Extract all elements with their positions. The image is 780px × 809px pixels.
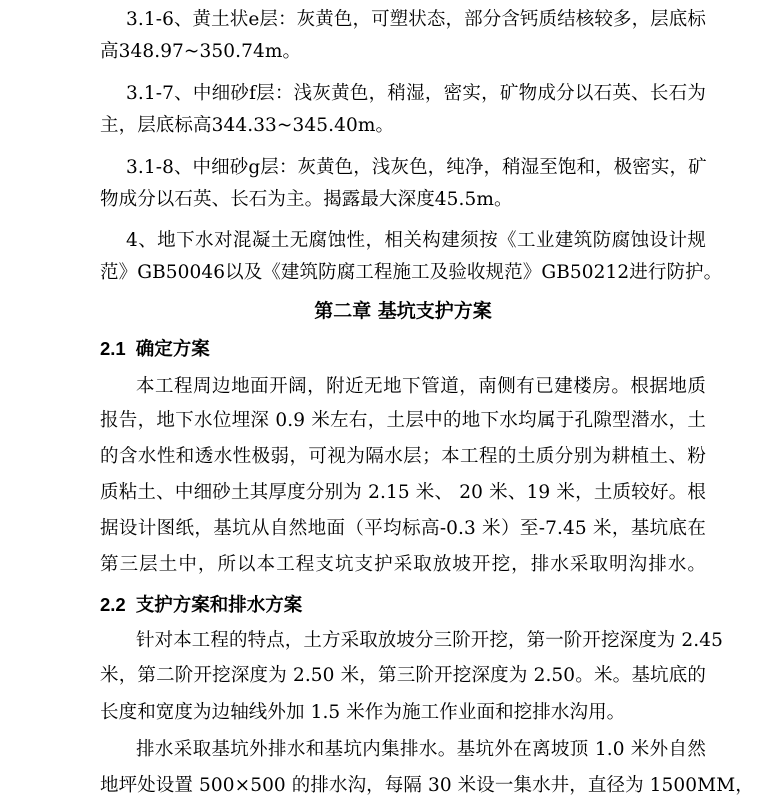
- paragraph-line: 3.1-7、中细砂f层：浅灰黄色，稍湿，密实，矿物成分以石英、长石为: [126, 83, 706, 104]
- paragraph-line: 报告，地下水位埋深 0.9 米左右，土层中的地下水均属于孔隙型潜水，土: [100, 410, 706, 431]
- section-title: 确定方案: [135, 339, 210, 360]
- paragraph-line: 的含水性和透水性极弱，可视为隔水层；本工程的土质分别为耕植土、粉: [100, 446, 706, 467]
- paragraph-line: 针对本工程的特点，土方采取放坡分三阶开挖，第一阶开挖深度为 2.45: [136, 630, 723, 651]
- paragraph-line: 范》GB50046以及《建筑防腐工程施工及验收规范》GB50212进行防护。: [100, 262, 723, 283]
- paragraph-line: 米，第二阶开挖深度为 2.50 米，第三阶开挖深度为 2.50。米。基坑底的: [100, 665, 706, 686]
- paragraph-line: 质粘土、中细砂土其厚度分别为 2.15 米、 20 米、19 米，土质较好。根: [100, 482, 706, 503]
- paragraph-line: 3.1-6、黄土状e层：灰黄色，可塑状态，部分含钙质结核较多，层底标: [126, 9, 706, 30]
- section-heading-2-1: [100, 337, 210, 362]
- paragraph-line: 4、地下水对混凝土无腐蚀性，相关构建须按《工业建筑防腐蚀设计规: [126, 230, 706, 251]
- paragraph-line: 高348.97~350.74m。: [100, 41, 302, 62]
- paragraph-line: 第三层土中，所以本工程支坑支护采取放坡开挖，排水采取明沟排水。: [100, 554, 706, 575]
- paragraph-line: 排水采取基坑外排水和基坑内集排水。基坑外在离坡顶 1.0 米外自然: [136, 739, 706, 760]
- paragraph-line: 本工程周边地面开阔，附近无地下管道，南侧有已建楼房。根据地质: [136, 376, 706, 397]
- paragraph-line: 主，层底标高344.33~345.40m。: [100, 115, 395, 136]
- paragraph-line: 3.1-8、中细砂g层：灰黄色，浅灰色，纯净，稍湿至饱和，极密实，矿: [126, 157, 707, 178]
- chapter-title: 第二章 基坑支护方案: [314, 300, 492, 322]
- section-number: 2.1: [100, 338, 126, 359]
- paragraph-line: 据设计图纸，基坑从自然地面（平均标高-0.3 米）至-7.45 米，基坑底在: [100, 518, 706, 539]
- paragraph-line: 物成分以石英、长石为主。揭露最大深度45.5m。: [100, 189, 513, 210]
- section-heading-2-2: [100, 593, 302, 618]
- section-title: 支护方案和排水方案: [135, 595, 303, 616]
- paragraph-line: 长度和宽度为边轴线外加 1.5 米作为施工作业面和挖排水沟用。: [100, 702, 626, 723]
- section-number: 2.2: [100, 594, 126, 615]
- paragraph-line: 地坪处设置 500×500 的排水沟，每隔 30 米设一集水井，直径为 1500MM，: [100, 775, 754, 796]
